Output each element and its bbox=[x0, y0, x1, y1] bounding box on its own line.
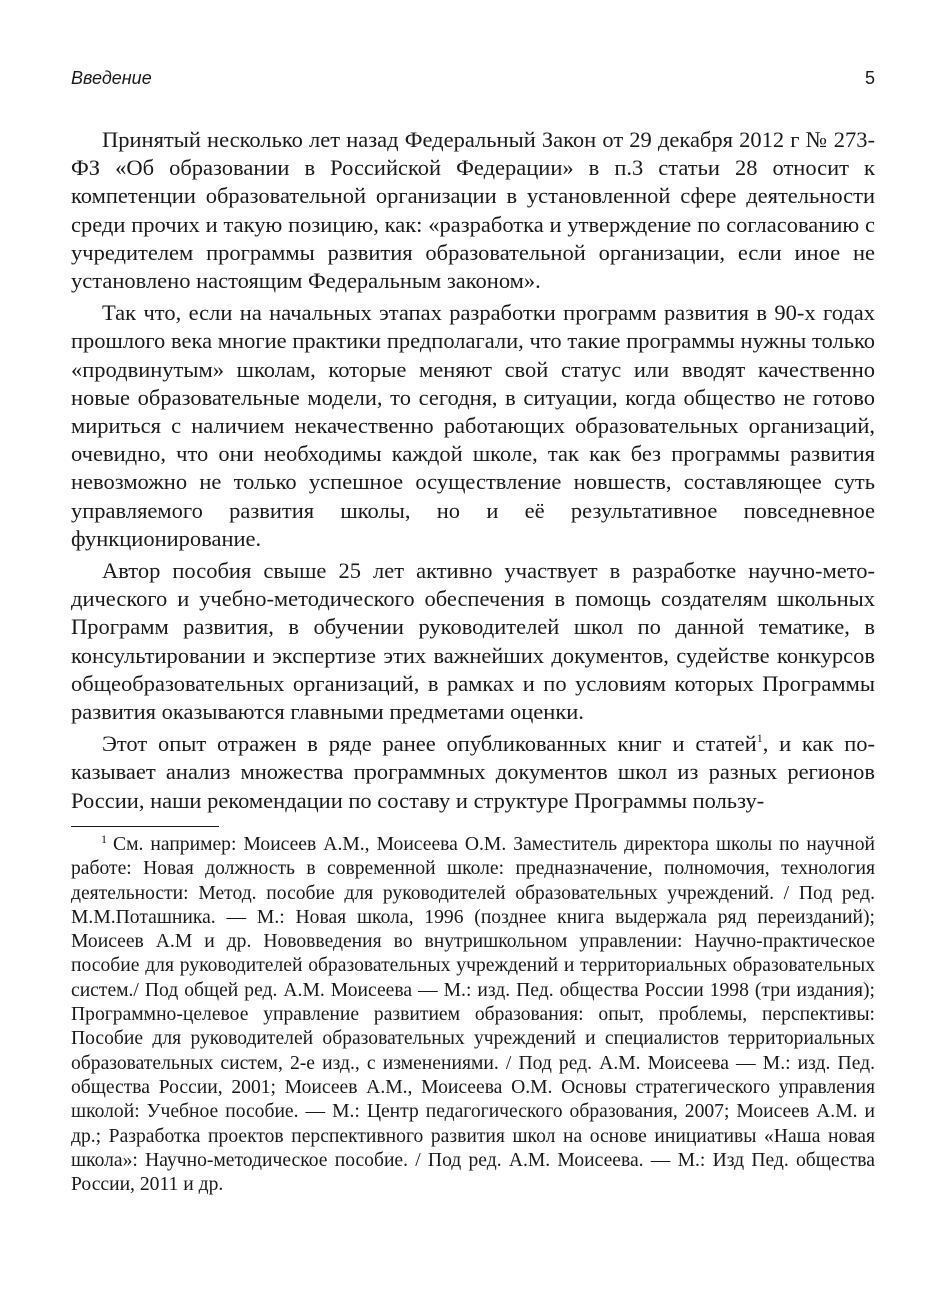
footnote-paragraph bbox=[71, 833, 875, 1197]
paragraph-2: Так что, если на начальных этапах разработки программ развития в 90-х годах прошлого века многие практики предполагали, что такие программы нужны только «продвинутым» школам, которые меняют свой статус или вводят качественно новые образовательные модели, то сегодня, в ситуации, когда общество не готово мириться с наличием некачественно работающих образовательных организаций, очевидно, что они необходимы каждой школе, так как без программы развития невозможно не только успешное осуществление новшеств, составляющее суть управляемого развития школы, но и её результативное повседневное функционирование. bbox=[71, 300, 875, 551]
footnote-separator bbox=[71, 826, 219, 827]
paragraph-4-text-a: Этот опыт отражен в ряде ранее опубликованных книг и статей bbox=[102, 731, 757, 757]
footnote-reference[interactable]: 1 bbox=[756, 731, 763, 746]
paragraph-1: Принятый несколько лет назад Федеральный Закон от 29 декабря 2012 г № 273-ФЗ «Об образовании в Российской Федерации» в п.3 статьи 28 относит к компетенции образовательной организации в установленной сфере деятельности среди прочих и такую позицию, как: «разработка и утверждение по согласованию с учредителем программы развития образовательной организации, если иное не установлено настоящим Федеральным законом». bbox=[71, 127, 875, 294]
paragraph-4 bbox=[71, 730, 875, 815]
running-head bbox=[71, 68, 875, 94]
footnote bbox=[71, 833, 875, 1197]
footnote-text: См. например: Моисеев А.М., Моисеева О.М. Заместитель директора школы по научной работе: Новая должность в современной школе: предназначение, полномочия, технология деятельности: Метод. пособие для руководителей образовательных учреждений. / Под ред. М.М.Поташника. — М.: Новая школа, 1996 (позднее книга выдержала ряд переизданий); Моисеев А.М и др. Нововведения во внутришкольном управлении: Научно-практическое пособие для руководителей образовательных учреждений и территориальных образовательных систем./ Под общей ред. А.М. Моисеева — М.: изд. Пед. общества России 1998 (три издания); Программно-целевое управление развитием образования: опыт, проблемы, перспективы: Пособие для руководителей образовательных учреждений и специалистов территориальных образовательных систем, 2-е изд., с изменениями. / Под ред. А.М. Моисеева — М.: изд. Пед. общества России, 2001; Моисеев А.М., Моисеева О.М. Основы стратегического управления школой: Учебное пособие. — М.: Центр педагогического образования, 2007; Моисеев А.М. и др.; Разработка проектов перспективного развития школ на основе инициативы «Наша новая школа»: Научно-методическое пособие. / Под ред. А.М. Моисеева. — М.: Изд Пед. общества России, 2011 и др. bbox=[71, 834, 875, 1196]
footnote-marker: 1 bbox=[101, 832, 107, 846]
body-text bbox=[71, 126, 875, 815]
section-title: Введение bbox=[71, 68, 152, 88]
paragraph-4-text-b: , и как показывает анализ множества программных документов школ из разных регионов России, наши рекомендации по составу и структуре Программы пользу- bbox=[71, 731, 876, 813]
page-number: 5 bbox=[864, 68, 875, 88]
paragraph-3: Автор пособия свыше 25 лет активно участвует в разработке научно-методического и учебно-методического обеспечения в помощь создателям школьных Программ развития, в обучении руководителей школ по данной тематике, в консультировании и экспертизе этих важнейших документов, судействе конкурсов общеобразовательных организаций, в рамках и по условиям которых Программы развития оказываются главными предметами оценки. bbox=[71, 558, 875, 725]
